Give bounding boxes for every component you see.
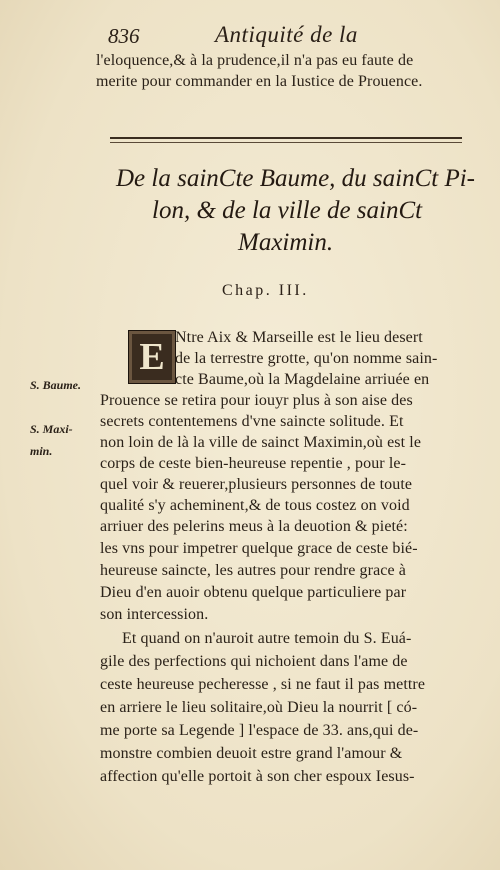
body-line: les vns pour impetrer quelque grace de ceste bié- <box>100 540 418 557</box>
body-line: Dieu d'en auoir obtenu quelque particuliere par <box>100 584 407 601</box>
body-line: corps de ceste bien-heureuse repentie , pour le- <box>100 455 406 472</box>
body-line: en arriere le lieu solitaire,où Dieu la nourrit [ có- <box>100 699 418 716</box>
chapter-title-line: Maximin. <box>238 229 334 256</box>
decorated-initial <box>128 330 176 384</box>
intro-line: merite pour commander en la Iustice de Prouence. <box>96 73 423 90</box>
running-head: Antiquité de la <box>215 22 358 47</box>
margin-note-line: min. <box>30 444 53 458</box>
body-line: Et quand on n'auroit autre temoin du S. Euá- <box>122 630 412 647</box>
initial-letter: E <box>139 336 165 378</box>
page-number: 836 <box>108 24 140 48</box>
chapter-title-line: De la sainCte Baume, du sainCt Pi- <box>116 165 475 192</box>
chapter-label: Chap. III. <box>222 282 309 299</box>
body-line: me porte sa Legende ] l'espace de 33. ans,qui de- <box>100 722 419 739</box>
body-line: ceste heureuse pecheresse , si ne faut il pas mettre <box>100 676 426 693</box>
body-line: cte Baume,où la Magdelaine arriuée en <box>175 371 430 388</box>
chapter-title-line: lon, & de la ville de sainCt <box>152 197 423 224</box>
body-line: heureuse saincte, les autres pour rendre grace à <box>100 562 406 579</box>
body-line: monstre combien deuoit estre grand l'amour & <box>100 745 403 762</box>
intro-line: l'eloquence,& à la prudence,il n'a pas eu faute de <box>96 52 414 69</box>
margin-note-baume <box>30 374 81 396</box>
body-line: son intercession. <box>100 606 209 623</box>
margin-note-maximin <box>30 418 73 462</box>
body-line: gile des perfections qui nichoient dans l'ame de <box>100 653 408 670</box>
body-line: Prouence se retira pour iouyr plus à son aise des <box>100 392 413 409</box>
body-line: affection qu'elle portoit à son cher espoux Iesus- <box>100 768 415 785</box>
body-line: arriuer des pelerins meus à la deuotion & pieté: <box>100 518 408 535</box>
body-line: non loin de là la ville de sainct Maximin,où est le <box>100 434 422 451</box>
body-line: quel voir & reuerer,plusieurs personnes de toute <box>100 476 413 493</box>
body-line: qualité s'y acheminent,& de tous costez on void <box>100 497 410 514</box>
body-line: de la terrestre grotte, qu'on nomme sain- <box>175 350 438 367</box>
body-line: secrets contentemens d'vne saincte solitude. Et <box>100 413 404 430</box>
margin-note-line: S. Baume. <box>30 378 82 392</box>
margin-note-line: S. Maxi- <box>30 422 73 436</box>
body-line: Ntre Aix & Marseille est le lieu desert <box>175 329 423 346</box>
ornament-rule <box>110 137 462 139</box>
ornament-rule <box>110 142 462 143</box>
